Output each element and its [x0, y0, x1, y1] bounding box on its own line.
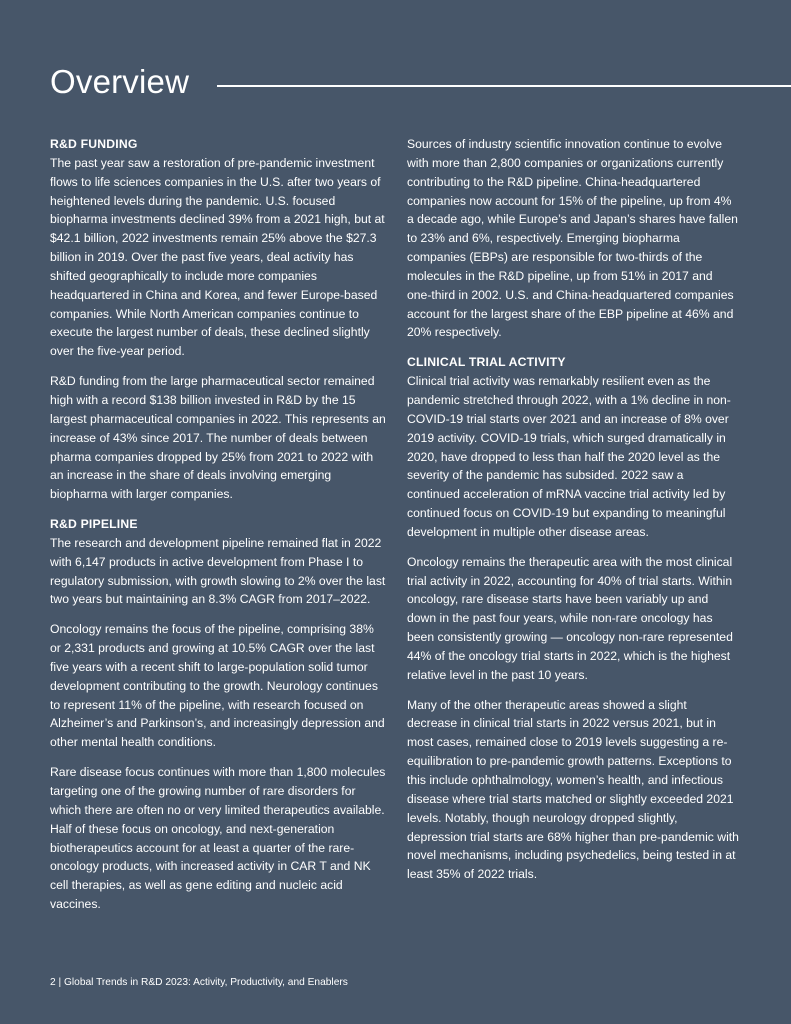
rd-funding-heading: R&D FUNDING [50, 137, 138, 151]
rd-pipeline-heading: R&D PIPELINE [50, 517, 138, 532]
rd-funding-paragraph-1: The past year saw a restoration of pre-pandemic investment flows to life sciences companies in the U.S. after two years of heightened levels during the pandemic. U.S. focused biopharma investments declined 39% from a 2021 high, but at $42.1 billion, 2022 investments remain 25% above the $27.3 billion in 2019. Over the past five years, deal activity has shifted geographically to include more companies headquartered in China and Korea, and fewer Europe-based companies. While North American companies continue to execute the largest number of deals, these declined slightly over the five-year period. [50, 155, 385, 359]
title-divider [217, 85, 791, 87]
rd-pipeline-paragraph-2: Oncology remains the focus of the pipeline, comprising 38% or 2,331 products and growing at 10.5% CAGR over the last five years with a recent shift to large-population solid tumor development contributing to the growth. Neurology continues to represent 11% of the pipeline, with research focused on Alzheimer’s and Parkinson’s, and increasingly depression and other mental health conditions. [50, 622, 385, 750]
innovation-sources-paragraph: Sources of industry scientific innovation continue to evolve with more than 2,800 companies or organizations currently contributing to the R&D pipeline. China-headquartered companies now account for 15% of the pipeline, up from 4% a decade ago, while Europe’s and Japan’s shares have fallen to 23% and 6%, respectively. Emerging biopharma companies (EBPs) are responsible for two-thirds of the molecules in the R&D pipeline, up from 51% in 2017 and one-third in 2002. U.S. and China-headquartered companies account for the largest share of the EBP pipeline at 46% and 20% respectively. [407, 137, 738, 340]
rd-pipeline-paragraph-1: The research and development pipeline remained flat in 2022 with 6,147 products in active development from Phase I to regulatory submission, with growth slowing to 2% over the last two years but maintaining an 8.3% CAGR from 2017–2022. [50, 535, 386, 607]
rd-pipeline-paragraph-3: Rare disease focus continues with more than 1,800 molecules targeting one of the growing number of rare disorders for which there are often no or very limited therapeutics available. Half of these focus on oncology, and next-generation biotherapeutics account for at least a quarter of the rare-oncology products, with increased activity in CAR T and NK cell therapies, as well as gene editing and nucleic acid vaccines. [50, 765, 386, 912]
left-column [50, 135, 386, 925]
rd-funding-paragraph-2: R&D funding from the large pharmaceutical sector remained high with a record $138 billion invested in R&D by the 15 largest pharmaceutical companies in 2022. This represents an increase of 43% since 2017. The number of deals between pharma companies dropped by 25% from 2021 to 2022 with an increase in the share of deals involving emerging biopharma with larger companies. [50, 374, 386, 502]
page-title: Overview [50, 63, 190, 100]
page-footer: 2 | Global Trends in R&D 2023: Activity, Productivity, and Enablers [50, 977, 348, 988]
clinical-trial-activity-heading: CLINICAL TRIAL ACTIVITY [407, 355, 566, 370]
clinical-trial-paragraph-2: Oncology remains the therapeutic area with the most clinical trial activity in 2022, accounting for 40% of trial starts. Within oncology, rare disease starts have been variably up and down in the past four years, while non-rare oncology has been consistently growing — oncology non-rare represented 44% of the oncology trial starts in 2022, which is the highest relative level in the past 10 years. [407, 554, 733, 682]
clinical-trial-paragraph-1: Clinical trial activity was remarkably resilient even as the pandemic stretched through 2022, with a 1% decline in non-COVID-19 trial starts over 2021 and an increase of 8% over 2019 activity. COVID-19 trials, which surged dramatically in 2020, have dropped to less than half the 2020 level as the severity of the pandemic has subsided. 2022 saw a continued acceleration of mRNA vaccine trial activity led by continued focus on COVID-19 but expanding to meaningful development in multiple other disease areas. [407, 374, 731, 539]
clinical-trial-paragraph-3: Many of the other therapeutic areas showed a slight decrease in clinical trial starts in 2022 versus 2021, but in most cases, remained close to 2019 levels suggesting a re-equilibration to pre-pandemic growth patterns. Exceptions to this include ophthalmology, women’s health, and infectious disease where trial starts matched or slightly exceeded 2021 levels. Notably, though neurology dropped slightly, depression trial starts are 68% higher than pre-pandemic with novel mechanisms, including psychedelics, being tested in at least 35% of 2022 trials. [407, 697, 739, 882]
right-column [407, 135, 739, 895]
